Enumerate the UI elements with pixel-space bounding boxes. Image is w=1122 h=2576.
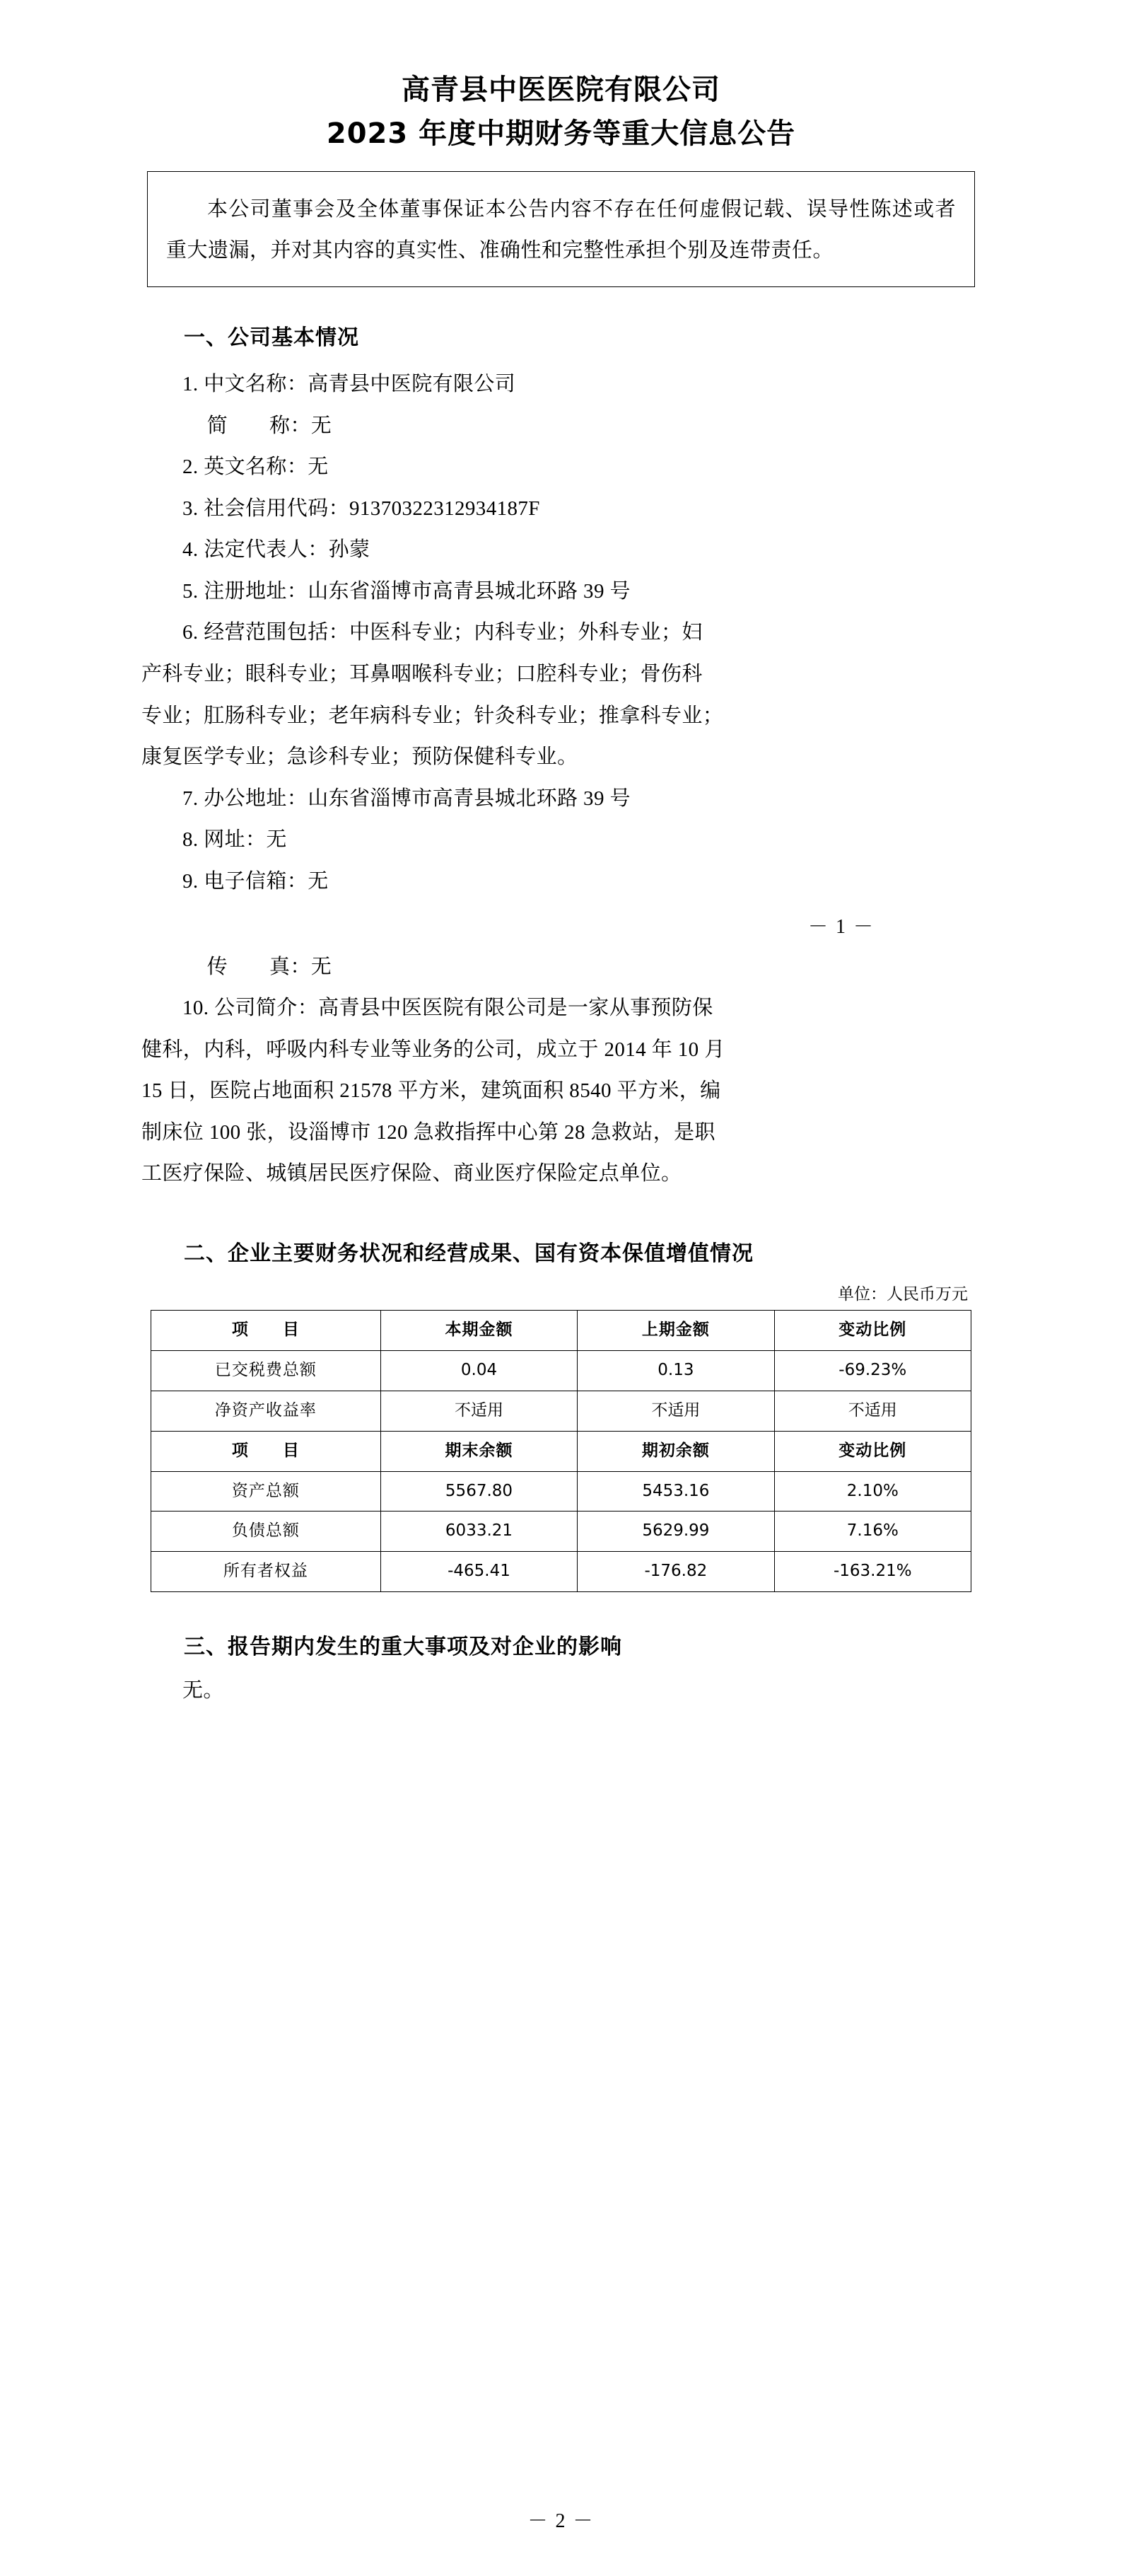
table-cell: -465.41 <box>380 1552 577 1592</box>
disclaimer-box <box>147 171 975 287</box>
table-cell: -176.82 <box>578 1552 774 1592</box>
basic-info-list-continued <box>141 946 981 1195</box>
table-row <box>151 1391 971 1431</box>
table-cell: 6033.21 <box>380 1512 577 1552</box>
table-header-row <box>151 1310 971 1350</box>
disclaimer-text: 本公司董事会及全体董事保证本公告内容不存在任何虚假记载、误导性陈述或者重大遗漏，并对其内容的真实性、准确性和完整性承担个别及连带责任。 <box>166 198 956 262</box>
table-cell: 不适用 <box>774 1391 971 1431</box>
table-cell: -163.21% <box>774 1552 971 1592</box>
table-cell: -69.23% <box>774 1350 971 1391</box>
table-cell: 5567.80 <box>380 1471 577 1512</box>
table-cell: 不适用 <box>380 1391 577 1431</box>
section-heading-one: 一、公司基本情况 <box>184 325 359 350</box>
table-header-cell: 项 目 <box>151 1431 381 1471</box>
table-header-row <box>151 1431 971 1471</box>
list-item: 1. 中文名称：高青县中医院有限公司 <box>182 373 516 395</box>
title-line-1: 高青县中医医院有限公司 <box>402 74 720 106</box>
table-cell: 0.13 <box>578 1350 774 1391</box>
table-cell: 7.16% <box>774 1512 971 1552</box>
table-header-cell: 项 目 <box>151 1310 381 1350</box>
table-row <box>151 1552 971 1592</box>
title-line-2: 2023 年度中期财务等重大信息公告 <box>326 117 796 150</box>
table-cell: 所有者权益 <box>151 1552 381 1592</box>
table-header-cell: 本期金额 <box>380 1310 577 1350</box>
table-row <box>151 1471 971 1512</box>
table-cell: 0.04 <box>380 1350 577 1391</box>
page-number-second: － 2 － <box>527 2510 595 2532</box>
table-cell: 资产总额 <box>151 1471 381 1512</box>
list-item: 6. 经营范围包括：中医科专业；内科专业；外科专业；妇 <box>182 621 703 644</box>
section-heading-two: 二、企业主要财务状况和经营成果、国有资本保值增值情况 <box>184 1241 754 1266</box>
list-item: 健科，内科，呼吸内科专业等业务的公司，成立于 2014 年 10 月 <box>141 1038 725 1061</box>
table-cell: 负债总额 <box>151 1512 381 1552</box>
list-item: 2. 英文名称：无 <box>182 456 329 479</box>
table-cell: 净资产收益率 <box>151 1391 381 1431</box>
table-cell: 2.10% <box>774 1471 971 1512</box>
page-number-first: － 1 － <box>807 915 875 938</box>
list-item: 10. 公司简介：高青县中医医院有限公司是一家从事预防保 <box>182 997 713 1020</box>
table-row <box>151 1512 971 1552</box>
list-item: 4. 法定代表人：孙蒙 <box>182 538 370 562</box>
table-header-cell: 上期金额 <box>578 1310 774 1350</box>
section-heading-three: 三、报告期内发生的重大事项及对企业的影响 <box>184 1635 622 1660</box>
table-cell: 5453.16 <box>578 1471 774 1512</box>
list-item: 7. 办公地址：山东省淄博市高青县城北环路 39 号 <box>182 787 631 810</box>
list-item: 5. 注册地址：山东省淄博市高青县城北环路 39 号 <box>182 579 631 603</box>
table-cell: 5629.99 <box>578 1512 774 1552</box>
table-cell: 已交税费总额 <box>151 1350 381 1391</box>
list-item: 9. 电子信箱：无 <box>182 869 329 893</box>
financial-table <box>151 1310 971 1592</box>
list-item: 康复医学专业；急诊科专业；预防保健科专业。 <box>141 745 578 769</box>
list-item: 简 称：无 <box>206 414 332 437</box>
table-header-cell: 变动比例 <box>774 1431 971 1471</box>
list-item: 专业；肛肠科专业；老年病科专业；针灸科专业；推拿科专业； <box>141 704 724 727</box>
list-item: 15 日，医院占地面积 21578 平方米，建筑面积 8540 平方米，编 <box>141 1079 721 1103</box>
table-unit-label: 单位：人民币万元 <box>838 1284 968 1304</box>
basic-info-list <box>141 364 981 903</box>
list-item: 8. 网址：无 <box>182 828 287 852</box>
section-three-body: 无。 <box>182 1679 224 1702</box>
list-item: 工医疗保险、城镇居民医疗保险、商业医疗保险定点单位。 <box>141 1162 682 1185</box>
table-cell: 不适用 <box>578 1391 774 1431</box>
list-item: 制床位 100 张，设淄博市 120 急救指挥中心第 28 急救站，是职 <box>141 1120 715 1144</box>
page-title <box>141 68 981 156</box>
table-row <box>151 1350 971 1391</box>
list-item: 产科专业；眼科专业；耳鼻咽喉科专业；口腔科专业；骨伤科 <box>141 663 703 686</box>
table-header-cell: 期初余额 <box>578 1431 774 1471</box>
table-header-cell: 期末余额 <box>380 1431 577 1471</box>
table-header-cell: 变动比例 <box>774 1310 971 1350</box>
list-item: 3. 社会信用代码：91370322312934187F <box>182 497 540 520</box>
list-item: 传 真：无 <box>206 955 332 978</box>
